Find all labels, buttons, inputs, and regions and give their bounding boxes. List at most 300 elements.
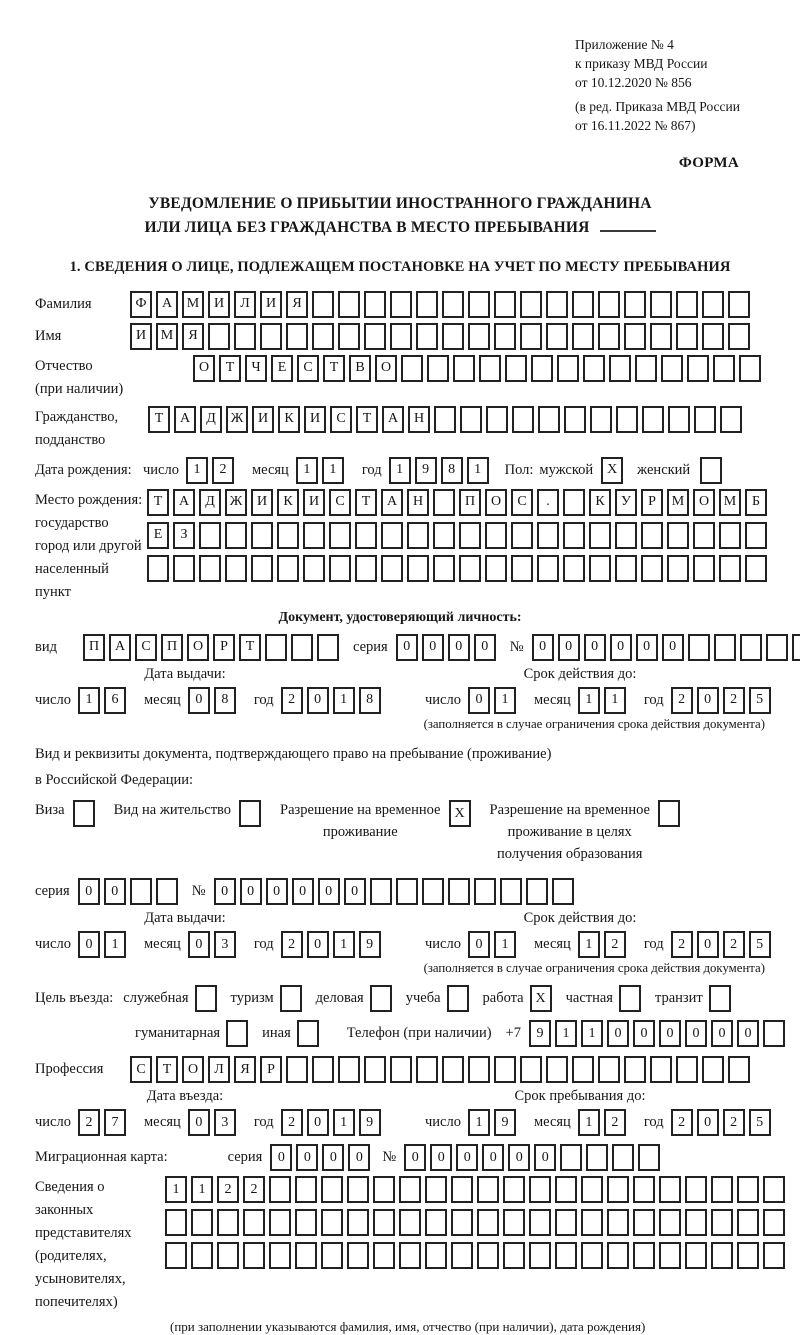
month-label: месяц bbox=[143, 1114, 181, 1131]
form-cell: Я bbox=[182, 323, 204, 350]
form-cell bbox=[503, 1209, 525, 1236]
form-cell: 0 bbox=[396, 634, 418, 661]
year-cells bbox=[671, 1109, 775, 1136]
doc-number-cells bbox=[532, 634, 800, 661]
identity-issue-date bbox=[35, 687, 400, 714]
form-cell bbox=[390, 1056, 412, 1083]
form-cell bbox=[563, 522, 585, 549]
form-cell bbox=[633, 1242, 655, 1269]
form-cell: 0 bbox=[468, 687, 490, 714]
form-cell bbox=[503, 1176, 525, 1203]
residence-issue-col bbox=[35, 910, 400, 958]
form-cell bbox=[442, 323, 464, 350]
form-cell: 0 bbox=[307, 687, 329, 714]
checkbox: X bbox=[449, 800, 471, 827]
label-line: Отчество bbox=[35, 357, 93, 374]
form-cell bbox=[251, 555, 273, 582]
form-cell bbox=[676, 291, 698, 318]
form-cell: Ж bbox=[225, 489, 247, 516]
form-cell bbox=[659, 1242, 681, 1269]
day-cells bbox=[78, 687, 130, 714]
month-cells bbox=[188, 1109, 240, 1136]
form-cell: Р bbox=[641, 489, 663, 516]
form-cell bbox=[560, 1144, 582, 1171]
form-cell bbox=[485, 522, 507, 549]
form-cell bbox=[590, 406, 612, 433]
form-cell bbox=[659, 1176, 681, 1203]
visit-purpose-row1 bbox=[35, 985, 765, 1012]
form-cell bbox=[399, 1242, 421, 1269]
form-cell bbox=[347, 1242, 369, 1269]
form-cell bbox=[598, 323, 620, 350]
visit-purpose-label: Цель въезда: bbox=[35, 990, 114, 1007]
amendment-reference bbox=[575, 98, 765, 136]
form-cell bbox=[740, 634, 762, 661]
form-cell bbox=[199, 555, 221, 582]
year-label: год bbox=[643, 1114, 664, 1131]
form-cell bbox=[364, 323, 386, 350]
form-cell bbox=[479, 355, 501, 382]
form-cell: Ж bbox=[226, 406, 248, 433]
form-cell: И bbox=[304, 406, 326, 433]
migration-series-label: серия bbox=[227, 1149, 263, 1166]
form-cell: 0 bbox=[422, 634, 444, 661]
residence-number-label: № bbox=[191, 883, 206, 900]
form-cell: 2 bbox=[281, 1109, 303, 1136]
form-cell: Д bbox=[200, 406, 222, 433]
label-line: законных bbox=[35, 1202, 94, 1219]
form-cell: 0 bbox=[633, 1020, 655, 1047]
reference-block bbox=[575, 36, 765, 135]
cell-row bbox=[165, 1176, 789, 1203]
stay-date-col bbox=[425, 1088, 775, 1136]
checkbox-option-label: туризм bbox=[230, 990, 274, 1007]
form-cell: 5 bbox=[749, 931, 771, 958]
form-cell: 0 bbox=[482, 1144, 504, 1171]
checkbox-option-label: работа bbox=[482, 990, 524, 1007]
form-cell bbox=[459, 555, 481, 582]
checkbox-option bbox=[280, 800, 474, 844]
form-cell bbox=[711, 1176, 733, 1203]
surname-label: Фамилия bbox=[35, 295, 92, 312]
form-cell bbox=[191, 1209, 213, 1236]
form-cell bbox=[291, 634, 313, 661]
form-cell: 1 bbox=[468, 1109, 490, 1136]
form-cell: 1 bbox=[78, 687, 100, 714]
form-cell bbox=[265, 634, 287, 661]
form-cell: 0 bbox=[558, 634, 580, 661]
form-cell: . bbox=[537, 489, 559, 516]
checkbox-option-label: иная bbox=[262, 1025, 291, 1042]
form-cell bbox=[511, 522, 533, 549]
identity-validity-note: (заполняется в случае ограничения срока действия документа) bbox=[423, 716, 765, 731]
day-label: число bbox=[425, 691, 461, 708]
checkbox bbox=[239, 800, 261, 827]
residence-number-cells bbox=[214, 878, 578, 905]
form-cell: Е bbox=[147, 522, 169, 549]
form-cell: 7 bbox=[104, 1109, 126, 1136]
form-cell bbox=[694, 406, 716, 433]
citizenship-label bbox=[35, 406, 148, 452]
label-line: Приложение № 4 bbox=[575, 37, 674, 52]
form-cell bbox=[745, 555, 767, 582]
month-label: месяц bbox=[533, 1114, 571, 1131]
doc-number-label: № bbox=[509, 638, 524, 655]
form-cell: В bbox=[349, 355, 371, 382]
form-cell bbox=[546, 291, 568, 318]
doc-type-cells bbox=[83, 634, 343, 661]
form-cell bbox=[269, 1209, 291, 1236]
form-cell bbox=[520, 1056, 542, 1083]
residence-series-cells bbox=[78, 878, 182, 905]
surname-cells bbox=[130, 291, 754, 318]
form-cell bbox=[373, 1242, 395, 1269]
residence-issue-date bbox=[35, 931, 400, 958]
form-cell: 8 bbox=[441, 457, 463, 484]
form-cell bbox=[312, 291, 334, 318]
form-cell bbox=[763, 1176, 785, 1203]
checkbox-option bbox=[490, 800, 684, 865]
form-cell bbox=[347, 1209, 369, 1236]
residence-doc-options bbox=[35, 800, 765, 865]
form-cell bbox=[702, 1056, 724, 1083]
day-cells bbox=[186, 457, 238, 484]
year-label: год bbox=[361, 461, 382, 478]
form-cell: 6 bbox=[104, 687, 126, 714]
residence-series-label: серия bbox=[35, 883, 70, 900]
form-cell: 0 bbox=[697, 1109, 719, 1136]
representatives-cells bbox=[165, 1176, 789, 1269]
form-cell bbox=[728, 323, 750, 350]
form-cell: 0 bbox=[474, 634, 496, 661]
form-cell bbox=[505, 355, 527, 382]
label-line: Гражданство, bbox=[35, 408, 119, 425]
title-line2 bbox=[35, 216, 765, 239]
form-cell bbox=[763, 1020, 785, 1047]
form-cell bbox=[401, 355, 423, 382]
form-cell: 0 bbox=[711, 1020, 733, 1047]
form-cell: 0 bbox=[296, 1144, 318, 1171]
form-cell bbox=[425, 1209, 447, 1236]
form-cell bbox=[303, 555, 325, 582]
form-cell: Е bbox=[271, 355, 293, 382]
form-cell bbox=[711, 1209, 733, 1236]
form-cell: 0 bbox=[532, 634, 554, 661]
identity-issue-col bbox=[35, 666, 400, 714]
form-cell bbox=[225, 555, 247, 582]
form-cell bbox=[520, 291, 542, 318]
visit-purpose-options2 bbox=[135, 1020, 333, 1047]
form-cell: 1 bbox=[322, 457, 344, 484]
form-cell bbox=[312, 1056, 334, 1083]
form-cell bbox=[676, 323, 698, 350]
checkbox bbox=[226, 1020, 248, 1047]
birthplace-cells bbox=[147, 489, 771, 582]
birthplace-row bbox=[35, 489, 765, 604]
day-cells bbox=[78, 1109, 130, 1136]
form-cell bbox=[277, 555, 299, 582]
form-cell bbox=[243, 1242, 265, 1269]
form-cell: 1 bbox=[186, 457, 208, 484]
label-line: государство bbox=[35, 514, 109, 531]
label-line: представителях bbox=[35, 1225, 132, 1242]
form-cell bbox=[321, 1176, 343, 1203]
month-cells bbox=[188, 931, 240, 958]
form-cell bbox=[425, 1176, 447, 1203]
form-cell bbox=[555, 1242, 577, 1269]
name-cells bbox=[130, 323, 754, 350]
form-cell bbox=[581, 1176, 603, 1203]
gender-female-label: женский bbox=[637, 461, 691, 478]
form-cell: 2 bbox=[78, 1109, 100, 1136]
form-cell: 0 bbox=[662, 634, 684, 661]
form-cell bbox=[269, 1176, 291, 1203]
birthplace-label bbox=[35, 489, 147, 604]
form-cell: Ф bbox=[130, 291, 152, 318]
form-cell bbox=[728, 291, 750, 318]
form-cell bbox=[347, 1176, 369, 1203]
form-cell bbox=[477, 1242, 499, 1269]
form-cell: 0 bbox=[78, 878, 100, 905]
form-cell bbox=[208, 323, 230, 350]
form-cell bbox=[531, 355, 553, 382]
checkbox-option bbox=[123, 985, 220, 1012]
identity-doc-dates bbox=[35, 666, 765, 714]
label-line: (родителях, bbox=[35, 1248, 107, 1265]
form-cell bbox=[390, 291, 412, 318]
form-cell bbox=[286, 323, 308, 350]
form-cell: А bbox=[173, 489, 195, 516]
patronymic-cells bbox=[193, 355, 765, 382]
form-cell bbox=[563, 555, 585, 582]
form-cell: Л bbox=[234, 291, 256, 318]
form-cell: 2 bbox=[281, 931, 303, 958]
form-cell: 1 bbox=[333, 931, 355, 958]
form-cell bbox=[557, 355, 579, 382]
form-cell bbox=[763, 1242, 785, 1269]
form-cell bbox=[633, 1209, 655, 1236]
checkbox-option bbox=[262, 1020, 323, 1047]
label-line: к приказу МВД России bbox=[575, 55, 708, 71]
month-label: месяц bbox=[143, 691, 181, 708]
day-cells bbox=[78, 931, 130, 958]
form-cell bbox=[199, 522, 221, 549]
form-cell: Т bbox=[148, 406, 170, 433]
form-cell bbox=[700, 457, 722, 484]
checkbox bbox=[73, 800, 95, 827]
form-cell bbox=[338, 323, 360, 350]
checkbox-option-label: частная bbox=[565, 990, 613, 1007]
form-cell: Н bbox=[408, 406, 430, 433]
form-cell bbox=[416, 1056, 438, 1083]
form-cell bbox=[564, 406, 586, 433]
form-cell bbox=[407, 555, 429, 582]
checkbox-option bbox=[231, 985, 306, 1012]
form-cell bbox=[763, 1209, 785, 1236]
form-cell bbox=[529, 1176, 551, 1203]
form-cell: Д bbox=[199, 489, 221, 516]
form-cell bbox=[295, 1242, 317, 1269]
form-cell: А bbox=[156, 291, 178, 318]
form-cell bbox=[416, 323, 438, 350]
form-cell: П bbox=[161, 634, 183, 661]
checkbox-option-label: Разрешение на временное проживание bbox=[280, 802, 441, 840]
checkbox bbox=[297, 1020, 319, 1047]
form-cell bbox=[448, 878, 470, 905]
form-cell: Н bbox=[407, 489, 429, 516]
form-cell: 0 bbox=[456, 1144, 478, 1171]
form-cell: Б bbox=[745, 489, 767, 516]
month-cells bbox=[578, 1109, 630, 1136]
day-label: число bbox=[35, 1114, 71, 1131]
form-cell bbox=[422, 878, 444, 905]
form-cell bbox=[442, 1056, 464, 1083]
form-cell: 0 bbox=[430, 1144, 452, 1171]
form-cell: 2 bbox=[281, 687, 303, 714]
birthdate-date bbox=[143, 457, 493, 484]
year-cells bbox=[281, 931, 385, 958]
checkbox-option bbox=[406, 985, 473, 1012]
form-cell: И bbox=[252, 406, 274, 433]
form-cell: 5 bbox=[749, 687, 771, 714]
form-cell bbox=[635, 355, 657, 382]
birthdate-row bbox=[35, 457, 765, 484]
year-cells bbox=[671, 687, 775, 714]
form-cell bbox=[425, 1242, 447, 1269]
form-cell: 2 bbox=[217, 1176, 239, 1203]
form-cell: К bbox=[589, 489, 611, 516]
form-cell: 2 bbox=[243, 1176, 265, 1203]
form-cell: 0 bbox=[659, 1020, 681, 1047]
form-cell: С bbox=[297, 355, 319, 382]
label-line: от 10.12.2020 № 856 bbox=[575, 74, 692, 90]
form-cell bbox=[546, 323, 568, 350]
form-cell bbox=[217, 1209, 239, 1236]
form-cell bbox=[373, 1209, 395, 1236]
checkbox-option bbox=[483, 985, 556, 1012]
form-cell: 3 bbox=[214, 931, 236, 958]
cell-row bbox=[165, 1242, 789, 1269]
checkbox bbox=[658, 800, 680, 827]
residence-series-row bbox=[35, 878, 765, 905]
form-cell bbox=[460, 406, 482, 433]
form-cell: А bbox=[381, 489, 403, 516]
form-cell: О bbox=[193, 355, 215, 382]
day-cells bbox=[468, 931, 520, 958]
checkbox bbox=[447, 985, 469, 1012]
label-line: от 16.11.2022 № 867) bbox=[575, 117, 696, 133]
form-cell: 0 bbox=[188, 931, 210, 958]
form-cell bbox=[433, 555, 455, 582]
form-cell bbox=[416, 291, 438, 318]
stay-date-line bbox=[425, 1109, 775, 1136]
form-cell bbox=[130, 878, 152, 905]
form-cell bbox=[607, 1176, 629, 1203]
residence-valid-header: Срок действия до: bbox=[523, 910, 637, 927]
label-line: подданство bbox=[35, 431, 106, 448]
form-cell bbox=[453, 355, 475, 382]
label-line: попечителях) bbox=[35, 1294, 118, 1311]
patronymic-label bbox=[35, 355, 193, 401]
form-cell bbox=[329, 555, 351, 582]
form-cell bbox=[494, 291, 516, 318]
form-cell bbox=[225, 522, 247, 549]
form-cell: 2 bbox=[723, 1109, 745, 1136]
migration-series-cells bbox=[270, 1144, 374, 1171]
form-cell bbox=[546, 1056, 568, 1083]
form-cell bbox=[338, 1056, 360, 1083]
form-cell bbox=[485, 555, 507, 582]
form-cell: 0 bbox=[266, 878, 288, 905]
form-cell bbox=[719, 522, 741, 549]
form-cell: 1 bbox=[494, 931, 516, 958]
form-cell bbox=[589, 522, 611, 549]
form-cell: 0 bbox=[348, 1144, 370, 1171]
form-cell bbox=[399, 1176, 421, 1203]
form-cell bbox=[477, 1176, 499, 1203]
checkbox-option-label: Разрешение на временное проживание в целях получения образования bbox=[489, 802, 650, 862]
form-cell: О bbox=[375, 355, 397, 382]
label-line: город или другой bbox=[35, 537, 142, 554]
patronymic-row bbox=[35, 355, 765, 401]
day-label: число bbox=[425, 936, 461, 953]
year-cells bbox=[671, 931, 775, 958]
checkbox-option-label: транзит bbox=[654, 990, 703, 1007]
residence-valid-col bbox=[425, 910, 775, 958]
form-cell: С bbox=[511, 489, 533, 516]
form-cell: Я bbox=[286, 291, 308, 318]
form-cell bbox=[572, 1056, 594, 1083]
form-cell bbox=[624, 323, 646, 350]
form-cell: И bbox=[208, 291, 230, 318]
form-cell: 0 bbox=[322, 1144, 344, 1171]
checkbox-option bbox=[566, 985, 645, 1012]
form-cell: Т bbox=[219, 355, 241, 382]
form-cell bbox=[373, 1176, 395, 1203]
form-cell bbox=[260, 323, 282, 350]
checkbox-option-label: деловая bbox=[315, 990, 364, 1007]
label-line: населенный пункт bbox=[35, 560, 109, 600]
form-cell: 0 bbox=[636, 634, 658, 661]
title-line1: УВЕДОМЛЕНИЕ О ПРИБЫТИИ ИНОСТРАННОГО ГРАЖДАНИНА bbox=[148, 195, 652, 213]
form-cell bbox=[711, 1242, 733, 1269]
form-cell: 0 bbox=[292, 878, 314, 905]
form-cell bbox=[702, 323, 724, 350]
label-line: (в ред. Приказа МВД России bbox=[575, 98, 740, 114]
form-cell bbox=[381, 555, 403, 582]
form-cell: Т bbox=[239, 634, 261, 661]
form-cell bbox=[720, 406, 742, 433]
form-cell bbox=[641, 555, 663, 582]
form-cell bbox=[745, 522, 767, 549]
migration-number-cells bbox=[404, 1144, 664, 1171]
profession-label: Профессия bbox=[35, 1061, 104, 1078]
checkbox-option-label: Виза bbox=[35, 802, 65, 819]
form-cell bbox=[633, 1176, 655, 1203]
form-cell bbox=[616, 406, 638, 433]
cell-row bbox=[165, 1209, 789, 1236]
form-cell: И bbox=[251, 489, 273, 516]
representatives-row bbox=[35, 1176, 765, 1314]
form-cell: 0 bbox=[404, 1144, 426, 1171]
form-cell: 0 bbox=[508, 1144, 530, 1171]
form-cell: 0 bbox=[584, 634, 606, 661]
form-cell bbox=[486, 406, 508, 433]
gender-male-checkbox bbox=[601, 457, 627, 484]
profession-row bbox=[35, 1056, 765, 1083]
form-cell: 0 bbox=[344, 878, 366, 905]
form-cell bbox=[667, 522, 689, 549]
